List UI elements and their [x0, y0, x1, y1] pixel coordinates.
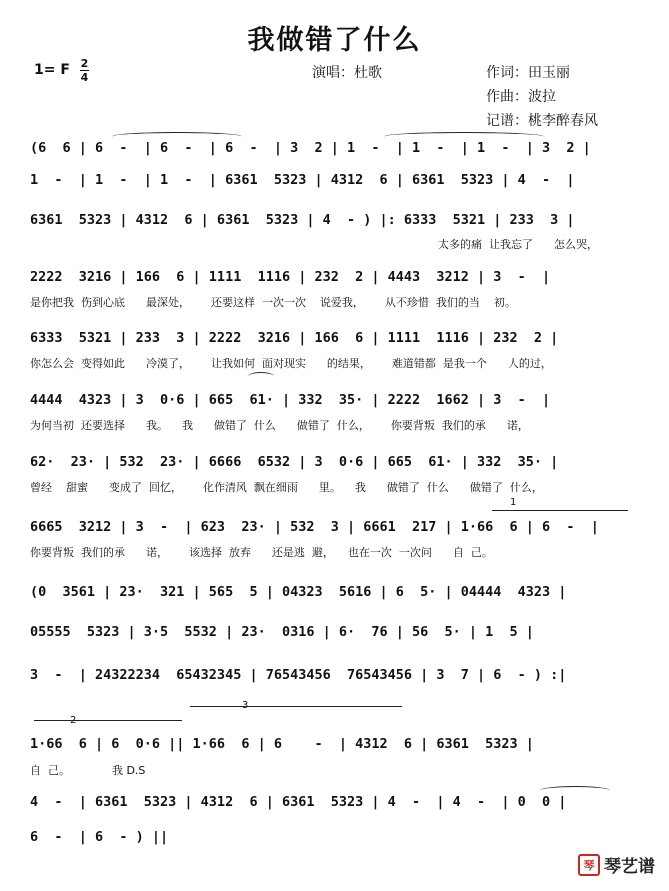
- site-watermark: [578, 852, 655, 877]
- notation-row-11: [0, 665, 669, 685]
- slur: [540, 786, 610, 795]
- notation-row-14: [0, 827, 669, 847]
- notation-text: 2222 3216 | 166 6 | 1111 1116 | 232 2 | 4443 3212 | 3 - |: [30, 269, 551, 285]
- volta-1-marker: 1: [510, 497, 517, 508]
- lyric-line-7: [0, 763, 669, 779]
- slur: [112, 132, 242, 141]
- volta-bracket: [492, 510, 628, 511]
- notation-text: 1 - | 1 - | 1 - | 6361 5323 | 4312 6 | 6361 5323 | 4 - |: [30, 172, 575, 188]
- lyricist-credit: 作词：田玉丽: [486, 65, 570, 81]
- transcriber-credit: 记谱：桃李醉春风: [486, 113, 598, 129]
- notation-text: 6665 3212 | 3 - | 623 23· | 532 3 | 6661 217 | 1·66 6 | 6 - |: [30, 519, 599, 535]
- singer-credit: 演唱：杜歌: [312, 65, 382, 81]
- lyric-text: 你要背叛 我们的承 诺， 该选择 放弃 还是逃 避， 也在一次 一次问 自 己。: [30, 546, 493, 559]
- notation-text: 4444 4323 | 3 0·6 | 665 61· | 332 35· | 2222 1662 | 3 - |: [30, 392, 551, 408]
- watermark-text: 琴艺谱: [604, 857, 655, 877]
- meter-bottom: 4: [80, 71, 89, 84]
- lyric-text: 是你把我 伤到心底 最深处， 还要这样 一次一次 说爱我， 从不珍惜 我们的当 初。: [30, 296, 516, 309]
- notation-text: 6361 5323 | 4312 6 | 6361 5323 | 4 - ) |: 6333 5321 | 233 3 |: [30, 212, 575, 228]
- notation-text: 6333 5321 | 233 3 | 2222 3216 | 166 6 | 1111 1116 | 232 2 |: [30, 330, 559, 346]
- piano-logo-icon: 琴: [578, 854, 600, 876]
- notation-row-13: [0, 792, 669, 812]
- notation-row-6: [0, 390, 669, 410]
- notation-row-3: [0, 210, 669, 230]
- notation-text: 05555 5323 | 3·5 5532 | 23· 0316 | 6· 76 | 56 5· | 1 5 |: [30, 624, 534, 640]
- lyric-line-1: [0, 237, 669, 253]
- notation-text: 1·66 6 | 6 0·6 || 1·66 6 | 6 - | 4312 6 | 6361 5323 |: [30, 736, 534, 752]
- notation-row-10: [0, 622, 669, 642]
- lyric-line-3: [0, 356, 669, 372]
- lyric-text: 你怎么会 变得如此 冷漠了， 让我如何 面对现实 的结果， 难道错都 是我一个 人的过，: [30, 357, 552, 370]
- lyric-text: 自 己。 我 D.S: [30, 764, 146, 777]
- lyric-line-2: [0, 295, 669, 311]
- notation-text: 3 - | 24322234 65432345 | 76543456 76543456 | 3 7 | 6 - ) :|: [30, 667, 567, 683]
- lyric-text: 曾经 甜蜜 变成了 回忆， 化作清风 飘在细雨 里。 我 做错了 什么 做错了 什么，: [30, 481, 543, 494]
- notation-row-8: [0, 517, 669, 537]
- notation-text: (0 3561 | 23· 321 | 565 5 | 04323 5616 | 6 5· | 04444 4323 |: [30, 584, 567, 600]
- volta-bracket: [190, 706, 402, 707]
- song-title: 我做错了什么: [247, 25, 422, 56]
- lyric-text: 太多的痛 让我忘了 怎么哭，: [438, 238, 598, 251]
- slur: [384, 132, 544, 141]
- notation-row-9: [0, 582, 669, 602]
- notation-text: (6 6 | 6 - | 6 - | 6 - | 3 2 | 1 - | 1 - | 1 - | 3 2 |: [30, 140, 591, 156]
- lyric-text: 为何当初 还要选择 我。 我 做错了 什么 做错了 什么， 你要背叛 我们的承 诺，: [30, 419, 529, 432]
- notation-row-4: [0, 267, 669, 287]
- notation-text: 4 - | 6361 5323 | 4312 6 | 6361 5323 | 4 - | 4 - | 0 0 |: [30, 794, 567, 810]
- key-signature: 1= F: [34, 62, 70, 78]
- time-signature: [80, 58, 89, 83]
- notation-row-2: [0, 170, 669, 190]
- notation-text: 6 - | 6 - ) ||: [30, 829, 169, 845]
- notation-row-1: [0, 138, 669, 158]
- meter-top: 2: [80, 57, 89, 70]
- volta-bracket: [34, 720, 182, 721]
- notation-row-12: [0, 734, 669, 754]
- notation-text: 62· 23· | 532 23· | 6666 6532 | 3 0·6 | 665 61· | 332 35· |: [30, 454, 559, 470]
- composer-credit: 作曲：波拉: [486, 89, 556, 105]
- notation-row-5: [0, 328, 669, 348]
- lyric-line-4: [0, 418, 669, 434]
- slur: [248, 372, 274, 381]
- lyric-line-5: [0, 480, 669, 496]
- lyric-line-6: [0, 545, 669, 561]
- notation-row-7: [0, 452, 669, 472]
